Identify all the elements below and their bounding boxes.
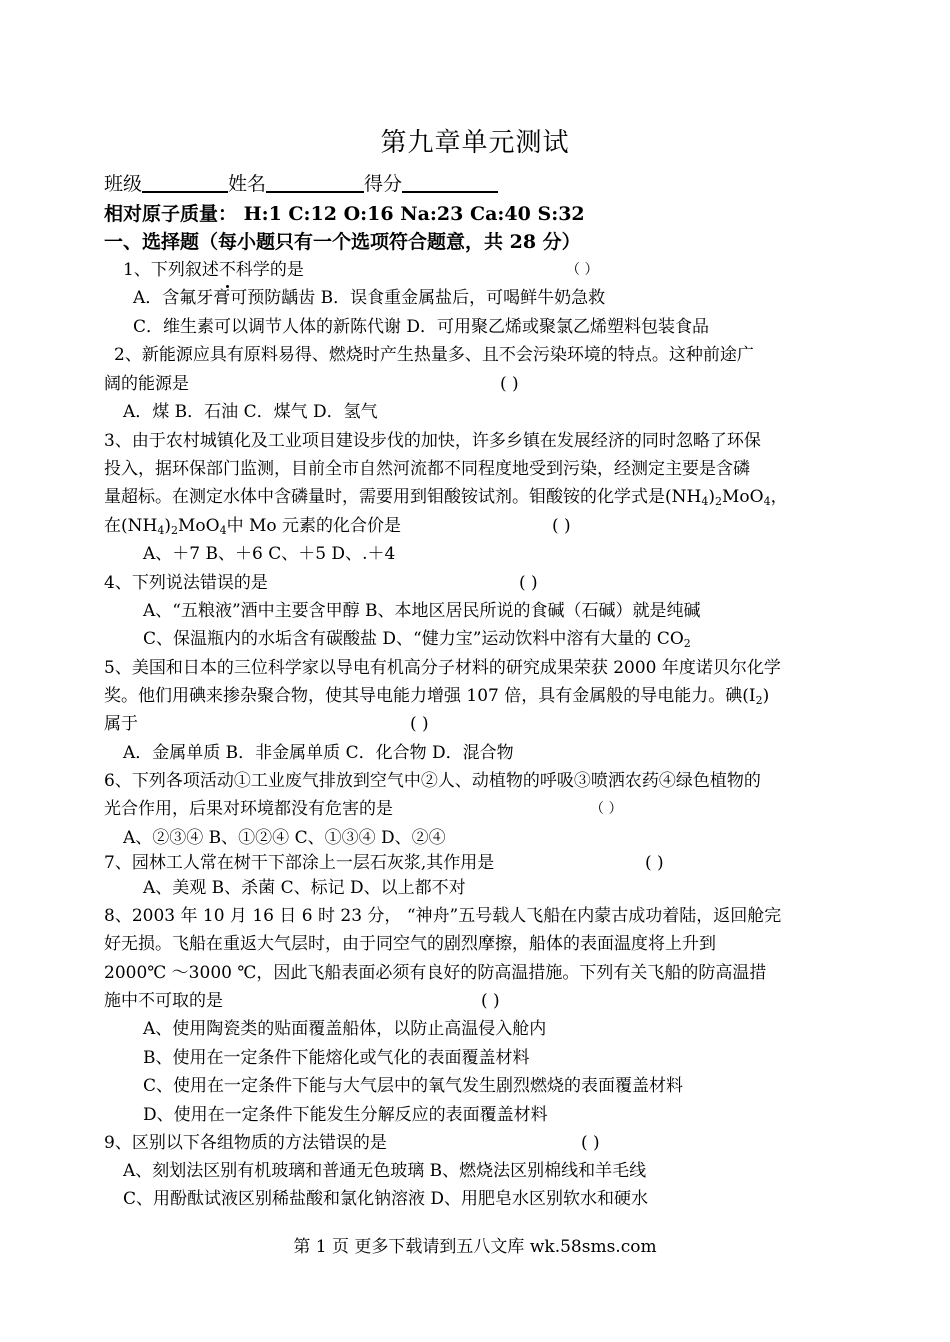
question-8-line-4: 施中不可取的是 [104, 991, 223, 1011]
question-5-options: A．金属单质 B．非金属单质 C．化合物 D．混合物 [123, 743, 514, 763]
question-3-options: A、＋7 B、＋6 C、＋5 D、.＋4 [143, 544, 396, 564]
question-1-options-cd: C．维生素可以调节人体的新陈代谢 D．可用聚乙烯或聚氯乙烯塑料包装食品 [133, 317, 710, 337]
question-2-line-1: 2、新能源应具有原料易得、燃烧时产生热量多、且不会污染环境的特点。这种前途广 [114, 345, 754, 365]
question-8-answer-paren: ( ) [481, 991, 500, 1011]
question-8-option-a: A、使用陶瓷类的贴面覆盖船体，以防止高温侵入舱内 [143, 1019, 547, 1039]
score-blank[interactable] [402, 173, 498, 193]
question-8-option-b: B、使用在一定条件下能熔化或气化的表面覆盖材料 [143, 1048, 530, 1068]
question-4-stem: 4、下列说法错误的是 [104, 573, 268, 593]
question-5-line-3: 属于 [104, 714, 138, 734]
question-6-line-1: 6、下列各项活动①工业废气排放到空气中②人、动植物的呼吸③喷洒农药④绿色植物的 [104, 771, 761, 791]
question-8-option-c: C、使用在一定条件下能与大气层中的氧气发生剧烈燃烧的表面覆盖材料 [143, 1076, 684, 1096]
page-title: 第九章单元测试 [380, 128, 570, 158]
question-3-line-4: 在$(NH_4)_2MoO_4$中 Mo 元素的化合价是 [104, 516, 402, 537]
question-6-line-2: 光合作用，后果对环境都没有危害的是 [104, 799, 393, 819]
question-9-options-cd: C、用酚酞试液区别稀盐酸和氯化钠溶液 D、用肥皂水区别软水和硬水 [123, 1189, 649, 1209]
question-8-line-1: 8、2003 年 10 月 16 日 6 时 23 分， “神舟”五号载人飞船在内蒙古成功着陆，返回舱完 [104, 906, 782, 926]
question-1-text-end: 科学的是 [235, 260, 304, 280]
question-5-answer-paren: ( ) [410, 714, 429, 734]
student-info-line [104, 173, 498, 195]
question-1-text: 1、下列叙述 [123, 260, 219, 280]
question-1-answer-paren: （ ） [566, 262, 599, 278]
question-8-option-d: D、使用在一定条件下能发生分解反应的表面覆盖材料 [143, 1105, 548, 1125]
question-3-line-1: 3、由于农村城镇化及工业项目建设步伐的加快，许多乡镇在发展经济的同时忽略了环保 [104, 431, 761, 451]
question-7-stem: 7、园林工人常在树干下部涂上一层石灰浆,其作用是 [104, 853, 495, 873]
atomic-mass-line: 相对原子质量： H:1 C:12 O:16 Na:23 Ca:40 S:32 [104, 203, 585, 225]
question-3-line-2: 投入，据环保部门监测，目前全市自然河流都不同程度地受到污染，经测定主要是含磷 [104, 459, 750, 479]
section-heading: 一、选择题（每小题只有一个选项符合题意，共 28 分） [104, 231, 581, 253]
question-8-line-2: 好无损。飞船在重返大气层时，由于同空气的剧烈摩擦，船体的表面温度将上升到 [104, 934, 716, 954]
emphasis-not: 不 [219, 260, 236, 280]
question-8-line-3: 2000℃ ～3000 ℃，因此飞船表面必须有良好的防高温措施。下列有关飞船的防高温措 [104, 963, 767, 983]
question-7-options: A、美观 B、杀菌 C、标记 D、以上都不对 [143, 878, 466, 898]
question-1-stem [123, 259, 304, 281]
question-4-options-ab: A、“五粮液”酒中主要含甲醇 B、本地区居民所说的食碱（石碱）就是纯碱 [143, 601, 701, 621]
question-3-answer-paren: ( ) [552, 516, 571, 536]
question-1-options-ab: A．含氟牙膏可预防龋齿 B．误食重金属盐后，可喝鲜牛奶急救 [133, 288, 606, 308]
class-label: 班级 [104, 173, 143, 195]
question-2-answer-paren: ( ) [500, 374, 519, 394]
name-blank[interactable] [266, 173, 364, 193]
question-5-line-2: 奖。他们用碘来掺杂聚合物，使其导电能力增强 107 倍，具有金属般的导电能力。碘$(I_2)$ [104, 686, 770, 707]
class-blank[interactable] [142, 173, 228, 193]
question-7-answer-paren: ( ) [645, 853, 664, 873]
score-label: 得分 [364, 173, 403, 195]
question-9-answer-paren: ( ) [581, 1133, 600, 1153]
question-6-answer-paren: （ ） [590, 801, 623, 817]
question-5-line-1: 5、美国和日本的三位科学家以导电有机高分子材料的研究成果荣获 2000 年度诺贝尔化学 [104, 658, 781, 678]
question-6-options: A、②③④ B、①②④ C、①③④ D、②④ [123, 828, 446, 848]
name-label: 姓名 [228, 173, 267, 195]
question-4-answer-paren: ( ) [519, 573, 538, 593]
question-2-line-2: 阔的能源是 [104, 374, 189, 394]
question-4-options-cd: C、保温瓶内的水垢含有碳酸盐 D、“健力宝”运动饮料中溶有大量的 $CO_2$ [143, 629, 691, 650]
question-2-options: A．煤 B．石油 C．煤气 D．氢气 [123, 402, 378, 422]
question-3-line-3: 量超标。在测定水体中含磷量时，需要用到钼酸铵试剂。钼酸铵的化学式是$(NH_4)_2MoO_4$， [104, 487, 788, 508]
page-footer: 第 1 页 更多下载请到五八文库 wk.58sms.com [293, 1237, 657, 1257]
question-9-options-ab: A、刻划法区别有机玻璃和普通无色玻璃 B、燃烧法区别棉线和羊毛线 [123, 1161, 647, 1181]
question-9-stem: 9、区别以下各组物质的方法错误的是 [104, 1133, 387, 1153]
